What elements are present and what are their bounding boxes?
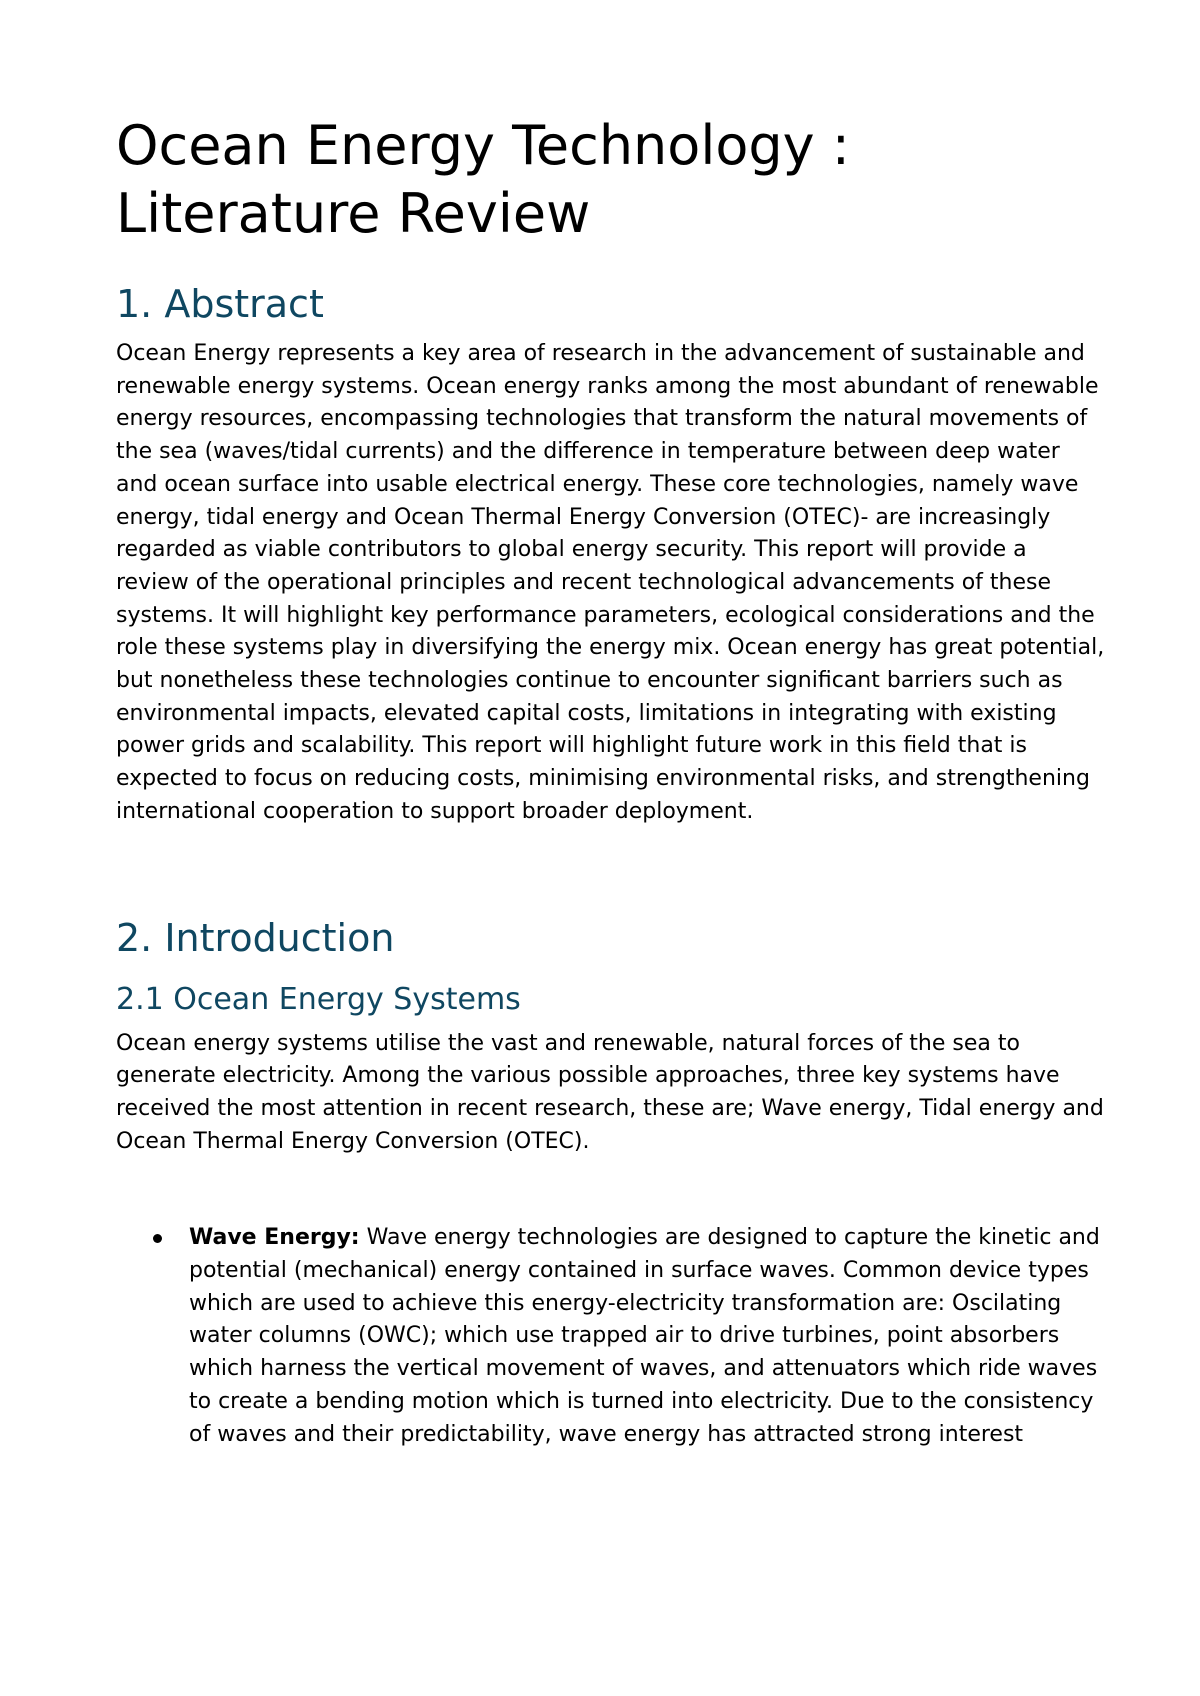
list-item-wave-energy — [116, 1222, 1106, 1451]
bullet-icon — [153, 1234, 162, 1243]
list-item-text: Wave energy technologies are designed to capture the kinetic and potential (mechanical) energy contained in surface waves. Common device types which are used to achieve this energy-electricity transformation are: Oscilating water columns (OWC); which use trapped air to drive turbines, point absorbers which harness the vertical movement of waves, and attenuators which ride waves to create a bending motion which is turned into electricity. Due to the consistency of waves and their predictability, wave energy has attracted strong interest — [189, 1225, 1100, 1447]
abstract-paragraph: Ocean Energy represents a key area of research in the advancement of sustainable and renewable energy systems. Ocean energy ranks among the most abundant of renewable energy resources, encompassing technologies that transform the natural movements of the sea (waves/tidal currents) and the difference in temperature between deep water and ocean surface into usable electrical energy. These core technologies, namely wave energy, tidal energy and Ocean Thermal Energy Conversion (OTEC)- are increasingly regarded as viable contributors to global energy security. This report will provide a review of the operational principles and recent technological advancements of these systems. It will highlight key performance parameters, ecological considerations and the role these systems play in diversifying the energy mix. Ocean energy has great potential, but nonetheless these technologies continue to encounter significant barriers such as environmental impacts, elevated capital costs, limitations in integrating with existing power grids and scalability. This report will highlight future work in this field that is expected to focus on reducing costs, minimising environmental risks, and strengthening international cooperation to support broader deployment. — [116, 341, 1105, 824]
list-item-term: Wave Energy: — [189, 1225, 360, 1251]
introduction-heading: 2. Introduction — [116, 915, 395, 960]
document-page — [116, 112, 1106, 1451]
energy-types-list — [116, 1222, 1106, 1451]
document-title — [116, 112, 1106, 248]
abstract-heading: 1. Abstract — [116, 282, 324, 326]
ocean-energy-systems-paragraph: Ocean energy systems utilise the vast and renewable, natural forces of the sea to generate electricity. Among the various possible approaches, three key systems have received the most attention in recent research, these are; Wave energy, Tidal energy and Ocean Thermal Energy Conversion (OTEC). — [116, 1030, 1104, 1154]
document-title-line-1: Ocean Energy Technology : — [116, 114, 850, 177]
document-title-line-2: Literature Review — [116, 182, 591, 245]
ocean-energy-systems-heading: 2.1 Ocean Energy Systems — [116, 981, 521, 1017]
